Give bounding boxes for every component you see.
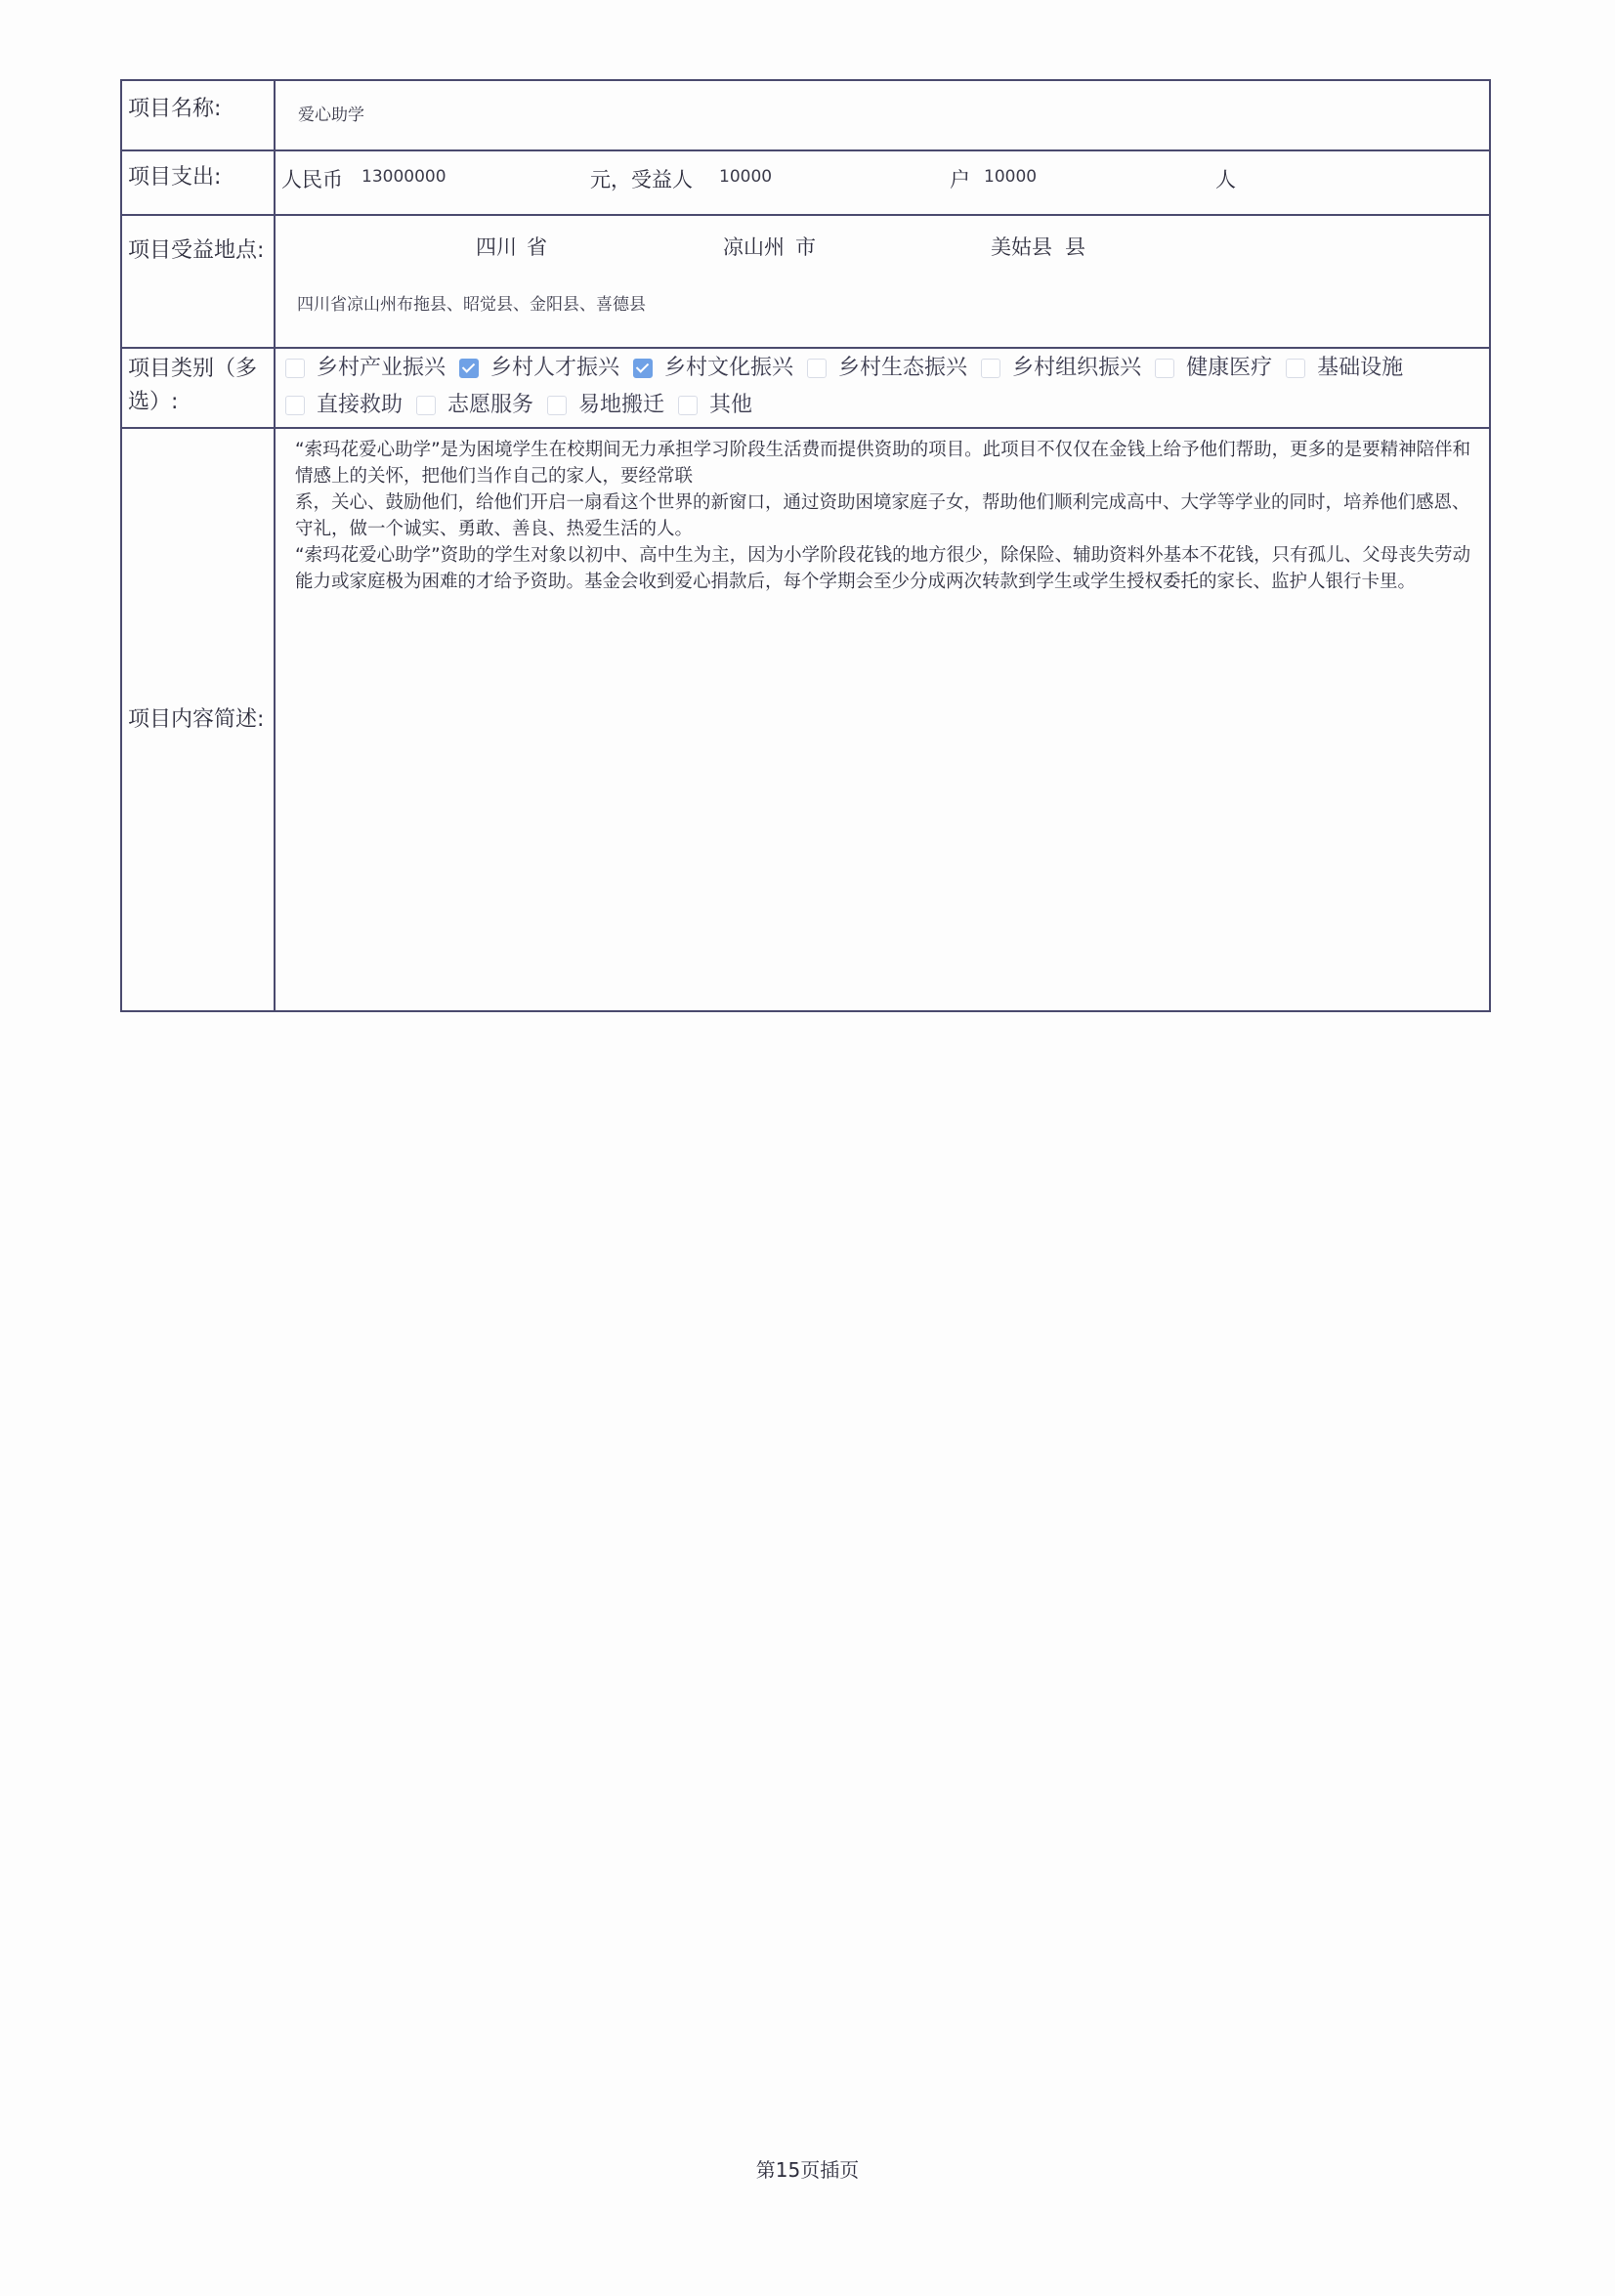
- category-option[interactable]: [981, 352, 1141, 385]
- project-description-label: 项目内容简述:: [121, 428, 275, 1011]
- checkbox-icon[interactable]: [285, 396, 305, 415]
- checkbox-icon[interactable]: [416, 396, 436, 415]
- currency-label: 人民币: [281, 168, 343, 191]
- category-option-label: 基础设施: [1317, 356, 1404, 380]
- project-location-label: 项目受益地点:: [121, 215, 275, 348]
- description-paragraph-2: 系，关心、鼓励他们，给他们开启一扇看这个世界的新窗口，通过资助困境家庭子女，帮助他们顺利完成高中、大学等学业的同时，培养他们感恩、守礼，做一个诚实、勇敢、善良、热爱生活的人。: [295, 492, 1470, 539]
- project-category-label: 项目类别（多选）:: [121, 348, 275, 428]
- project-info-table: [120, 79, 1491, 1012]
- category-option[interactable]: [807, 352, 967, 385]
- category-option[interactable]: [285, 352, 446, 385]
- category-option[interactable]: [678, 389, 752, 422]
- project-name-cell: [275, 80, 1490, 150]
- category-option-label: 易地搬迁: [578, 393, 665, 417]
- page-number: 第15页插页: [755, 2158, 860, 2182]
- category-option-label: 乡村人才振兴: [490, 356, 620, 380]
- checkbox-icon[interactable]: [285, 359, 305, 378]
- category-option-label: 其他: [709, 393, 753, 417]
- category-option[interactable]: [285, 389, 403, 422]
- beneficiaries-value: 10000: [719, 167, 773, 187]
- unit-ren-label: 人: [1215, 168, 1236, 191]
- project-expense-cell: [275, 150, 1490, 215]
- project-category-cell: [275, 348, 1490, 428]
- category-option-label: 乡村组织振兴: [1012, 356, 1142, 380]
- category-option[interactable]: [416, 389, 533, 422]
- category-option[interactable]: [1286, 352, 1403, 385]
- project-name-label: 项目名称:: [121, 80, 275, 150]
- category-option-label: 志愿服务: [447, 393, 534, 417]
- project-expense-row: [121, 150, 1490, 215]
- checkbox-checked-icon[interactable]: [633, 359, 653, 378]
- project-name-row: [121, 80, 1490, 150]
- checkbox-icon[interactable]: [807, 359, 827, 378]
- project-expense-label: 项目支出:: [121, 150, 275, 215]
- category-option[interactable]: [1155, 352, 1272, 385]
- project-location-cell: [275, 215, 1490, 348]
- description-paragraph-3: “索玛花爱心助学”资助的学生对象以初中、高中生为主，因为小学阶段花钱的地方很少，除保险、辅助资料外基本不花钱，只有孤儿、父母丧失劳动能力或家庭极为困难的才给予资助。基金会收到爱心捐款后，每个学期会至少分成两次转款到学生或学生授权委托的家长、监护人银行卡里。: [295, 545, 1471, 592]
- category-option[interactable]: [459, 352, 619, 385]
- unit-yuan-label: 元，受益人: [590, 168, 693, 191]
- project-description-row: [121, 428, 1490, 1011]
- county-unit: 县: [1065, 235, 1085, 259]
- project-category-row: [121, 348, 1490, 428]
- checkbox-icon[interactable]: [678, 396, 698, 415]
- category-options: [276, 349, 1489, 426]
- province-value: 四川: [476, 235, 517, 259]
- expense-amount: 13000000: [361, 167, 446, 187]
- description-text: [276, 429, 1489, 595]
- province-unit: 省: [527, 235, 547, 259]
- category-option-label: 乡村产业振兴: [317, 356, 446, 380]
- category-option-label: 健康医疗: [1186, 356, 1273, 380]
- category-option[interactable]: [633, 352, 793, 385]
- checkbox-icon[interactable]: [1286, 359, 1305, 378]
- county-value: 美姑县: [991, 235, 1052, 259]
- project-location-row: [121, 215, 1490, 348]
- checkbox-icon[interactable]: [547, 396, 567, 415]
- project-description-cell: [275, 428, 1490, 1011]
- category-option-label: 乡村文化振兴: [664, 356, 794, 380]
- description-paragraph-1: “索玛花爱心助学”是为困境学生在校期间无力承担学习阶段生活费而提供资助的项目。此项目不仅仅在金钱上给予他们帮助，更多的是要精神陪伴和情感上的关怀，把他们当作自己的家人，要经常联: [295, 440, 1471, 487]
- project-name-value: 爱心助学: [298, 106, 364, 125]
- unit-hu-label: 户: [950, 168, 970, 191]
- category-option-label: 乡村生态振兴: [838, 356, 968, 380]
- city-unit: 市: [795, 235, 816, 259]
- category-option[interactable]: [547, 389, 664, 422]
- location-detail: 四川省凉山州布拖县、昭觉县、金阳县、喜德县: [297, 295, 646, 315]
- checkbox-icon[interactable]: [981, 359, 1000, 378]
- category-option-label: 直接救助: [317, 393, 404, 417]
- households-value: 10000: [984, 167, 1038, 187]
- checkbox-checked-icon[interactable]: [459, 359, 479, 378]
- city-value: 凉山州: [723, 235, 785, 259]
- checkbox-icon[interactable]: [1155, 359, 1174, 378]
